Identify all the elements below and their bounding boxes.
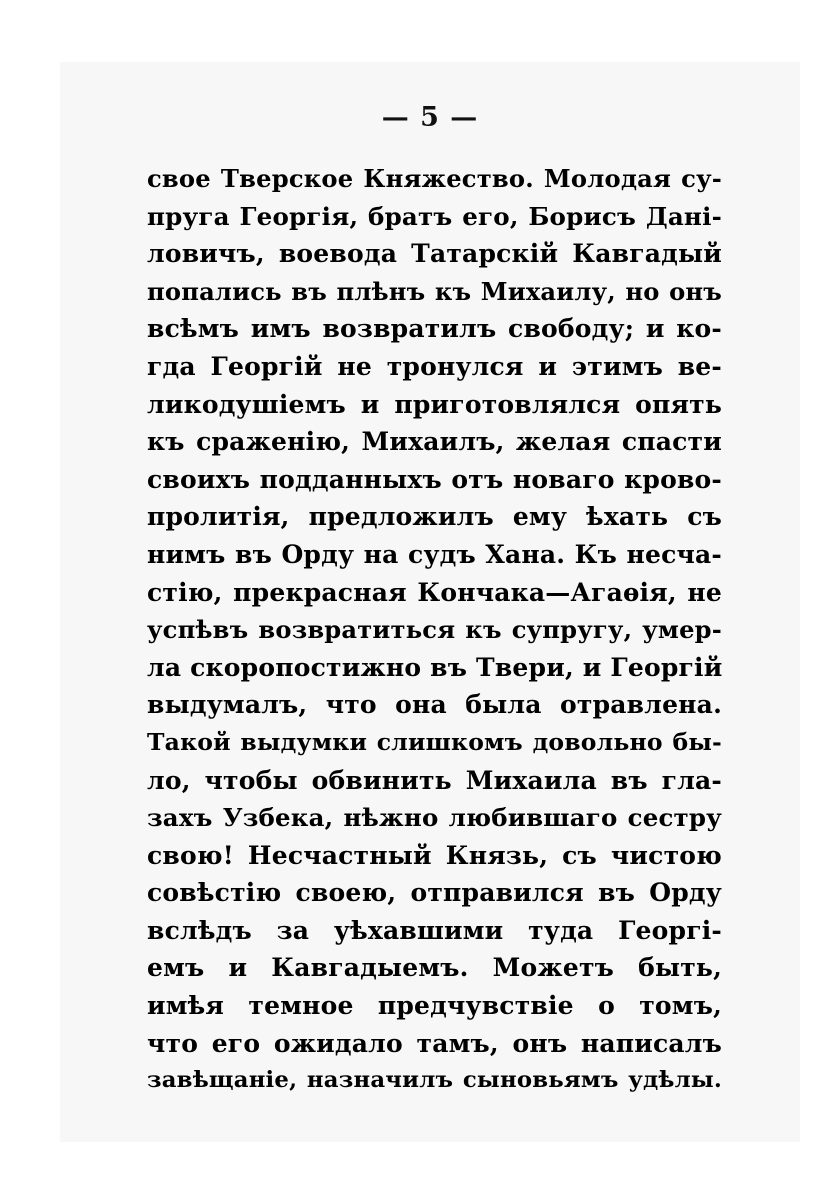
text-line: имѣя темное предчувствіе о томъ, <box>147 991 722 1021</box>
text-line: успѣвъ возвратиться къ супругу, умер- <box>147 615 722 645</box>
text-line: къ сраженію, Михаилъ, желая спасти <box>147 427 722 457</box>
text-line: захъ Узбека, нѣжно любившаго сестру <box>147 803 722 833</box>
book-page <box>60 62 800 1142</box>
text-line: ловичъ, воевода Татарскій Кавгадый <box>147 239 722 269</box>
text-line: что его ожидало тамъ, онъ написалъ <box>147 1028 722 1058</box>
text-line: выдумалъ, что она была отравлена. <box>147 690 722 720</box>
text-line: пруга Георгія, братъ его, Борисъ Дані- <box>147 201 722 231</box>
text-line: попались въ плѣнъ къ Михаилу, но онъ <box>147 276 722 306</box>
text-line: ло, чтобы обвинить Михаила въ гла- <box>147 765 722 795</box>
text-line: совѣстію своею, отправился въ Орду <box>147 878 722 908</box>
text-line: пролитія, предложилъ ему ѣхать съ <box>147 502 722 532</box>
text-line: ла скоропостижно въ Твери, и Георгій <box>147 652 723 682</box>
text-line: емъ и Кавгадыемъ. Можетъ быть, <box>147 953 722 983</box>
text-line: стію, прекрасная Кончака—Агаѳія, не <box>147 577 722 607</box>
text-line: вслѣдъ за уѣхавшими туда Георгі- <box>147 915 722 945</box>
text-line: завѣщаніе, назначилъ сыновьямъ удѣлы. <box>147 1067 722 1094</box>
page-number: — 5 — <box>381 102 479 133</box>
body-text <box>147 160 722 1100</box>
text-line: свою! Несчастный Князь, съ чистою <box>147 840 722 870</box>
text-line: ликодушіемъ и приготовлялся опять <box>147 389 722 419</box>
text-line: всѣмъ имъ возвратилъ свободу; и ко- <box>147 314 722 344</box>
text-line: Такой выдумки слишкомъ довольно бы- <box>147 727 722 756</box>
text-line: гда Георгій не тронулся и этимъ ве- <box>147 351 722 381</box>
text-line: свое Тверское Княжество. Молодая су- <box>147 164 722 193</box>
text-line: нимъ въ Орду на судъ Хана. Къ несча- <box>147 539 722 569</box>
text-line: своихъ подданныхъ отъ новаго крово- <box>147 464 722 494</box>
